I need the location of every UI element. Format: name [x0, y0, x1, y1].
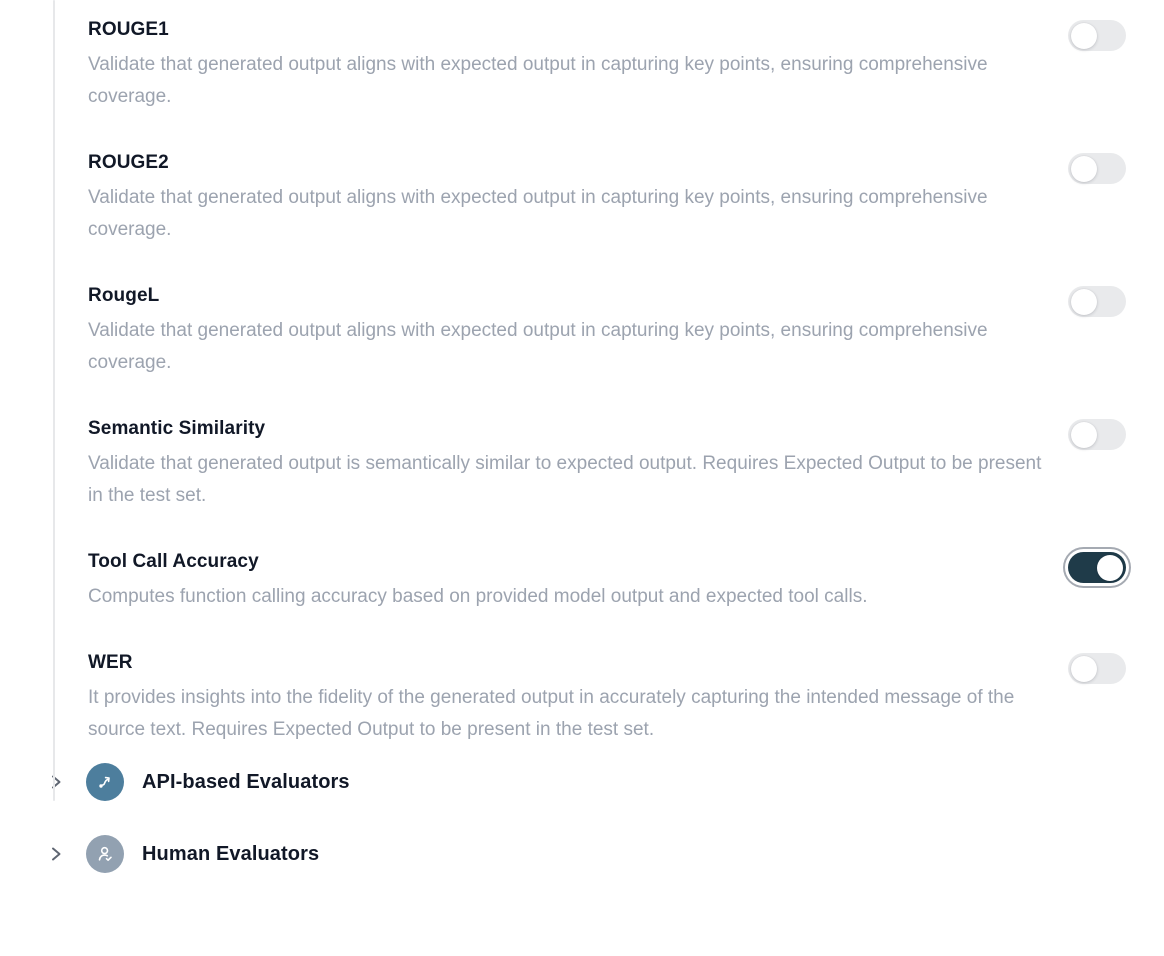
chevron-right-icon[interactable] [46, 772, 66, 792]
evaluator-text [88, 417, 1068, 512]
rouge2-toggle[interactable] [1068, 153, 1126, 184]
indent-guide-line [53, 0, 55, 801]
evaluator-row-semantic-similarity [88, 417, 1126, 512]
evaluator-title: ROUGE1 [88, 19, 169, 40]
evaluator-description: It provides insights into the fidelity of the generated output in accurately capturing the intended message of the source text. Requires Expected Output to be present in the test set. [88, 687, 1015, 740]
evaluator-description: Validate that generated output aligns with expected output in capturing key points, ensuring comprehensive coverage. [88, 187, 988, 240]
route-arrow-icon [86, 763, 124, 801]
evaluator-description: Validate that generated output aligns with expected output in capturing key points, ensuring comprehensive coverage. [88, 54, 988, 107]
rougel-toggle[interactable] [1068, 286, 1126, 317]
evaluator-text [88, 550, 1068, 613]
evaluator-row-rougel [88, 284, 1126, 379]
section-label: API-based Evaluators [142, 770, 350, 793]
semantic-similarity-toggle[interactable] [1068, 419, 1126, 450]
wer-toggle[interactable] [1068, 653, 1126, 684]
toggle-knob [1071, 156, 1097, 182]
user-check-icon [86, 835, 124, 873]
section-label: Human Evaluators [142, 842, 320, 865]
rouge1-toggle[interactable] [1068, 20, 1126, 51]
toggle-knob [1097, 555, 1123, 581]
toggle-knob [1071, 422, 1097, 448]
evaluator-description: Validate that generated output aligns with expected output in capturing key points, ensuring comprehensive coverage. [88, 320, 988, 373]
evaluator-row-wer [88, 651, 1126, 746]
toggle-knob [1071, 656, 1097, 682]
evaluator-text [88, 18, 1068, 113]
evaluator-row-rouge1 [88, 18, 1126, 113]
evaluator-title: Semantic Similarity [88, 418, 266, 439]
evaluator-text [88, 284, 1068, 379]
section-human-evaluators[interactable] [46, 832, 1164, 876]
section-api-based-evaluators[interactable] [46, 760, 1164, 804]
toggle-knob [1071, 289, 1097, 315]
tool-call-accuracy-toggle[interactable] [1068, 552, 1126, 583]
evaluator-sections [0, 760, 1164, 876]
evaluator-description: Validate that generated output is semantically similar to expected output. Requires Expected Output to be present in the test set. [88, 453, 1042, 506]
evaluator-description: Computes function calling accuracy based on provided model output and expected tool calls. [88, 586, 868, 607]
evaluator-row-tool-call-accuracy [88, 550, 1126, 613]
evaluator-title: RougeL [88, 285, 160, 306]
evaluator-text [88, 151, 1068, 246]
evaluator-row-rouge2 [88, 151, 1126, 246]
evaluator-title: ROUGE2 [88, 152, 169, 173]
evaluator-title: Tool Call Accuracy [88, 551, 259, 572]
evaluator-title: WER [88, 652, 133, 673]
evaluator-text [88, 651, 1068, 746]
chevron-right-icon[interactable] [46, 844, 66, 864]
toggle-knob [1071, 23, 1097, 49]
